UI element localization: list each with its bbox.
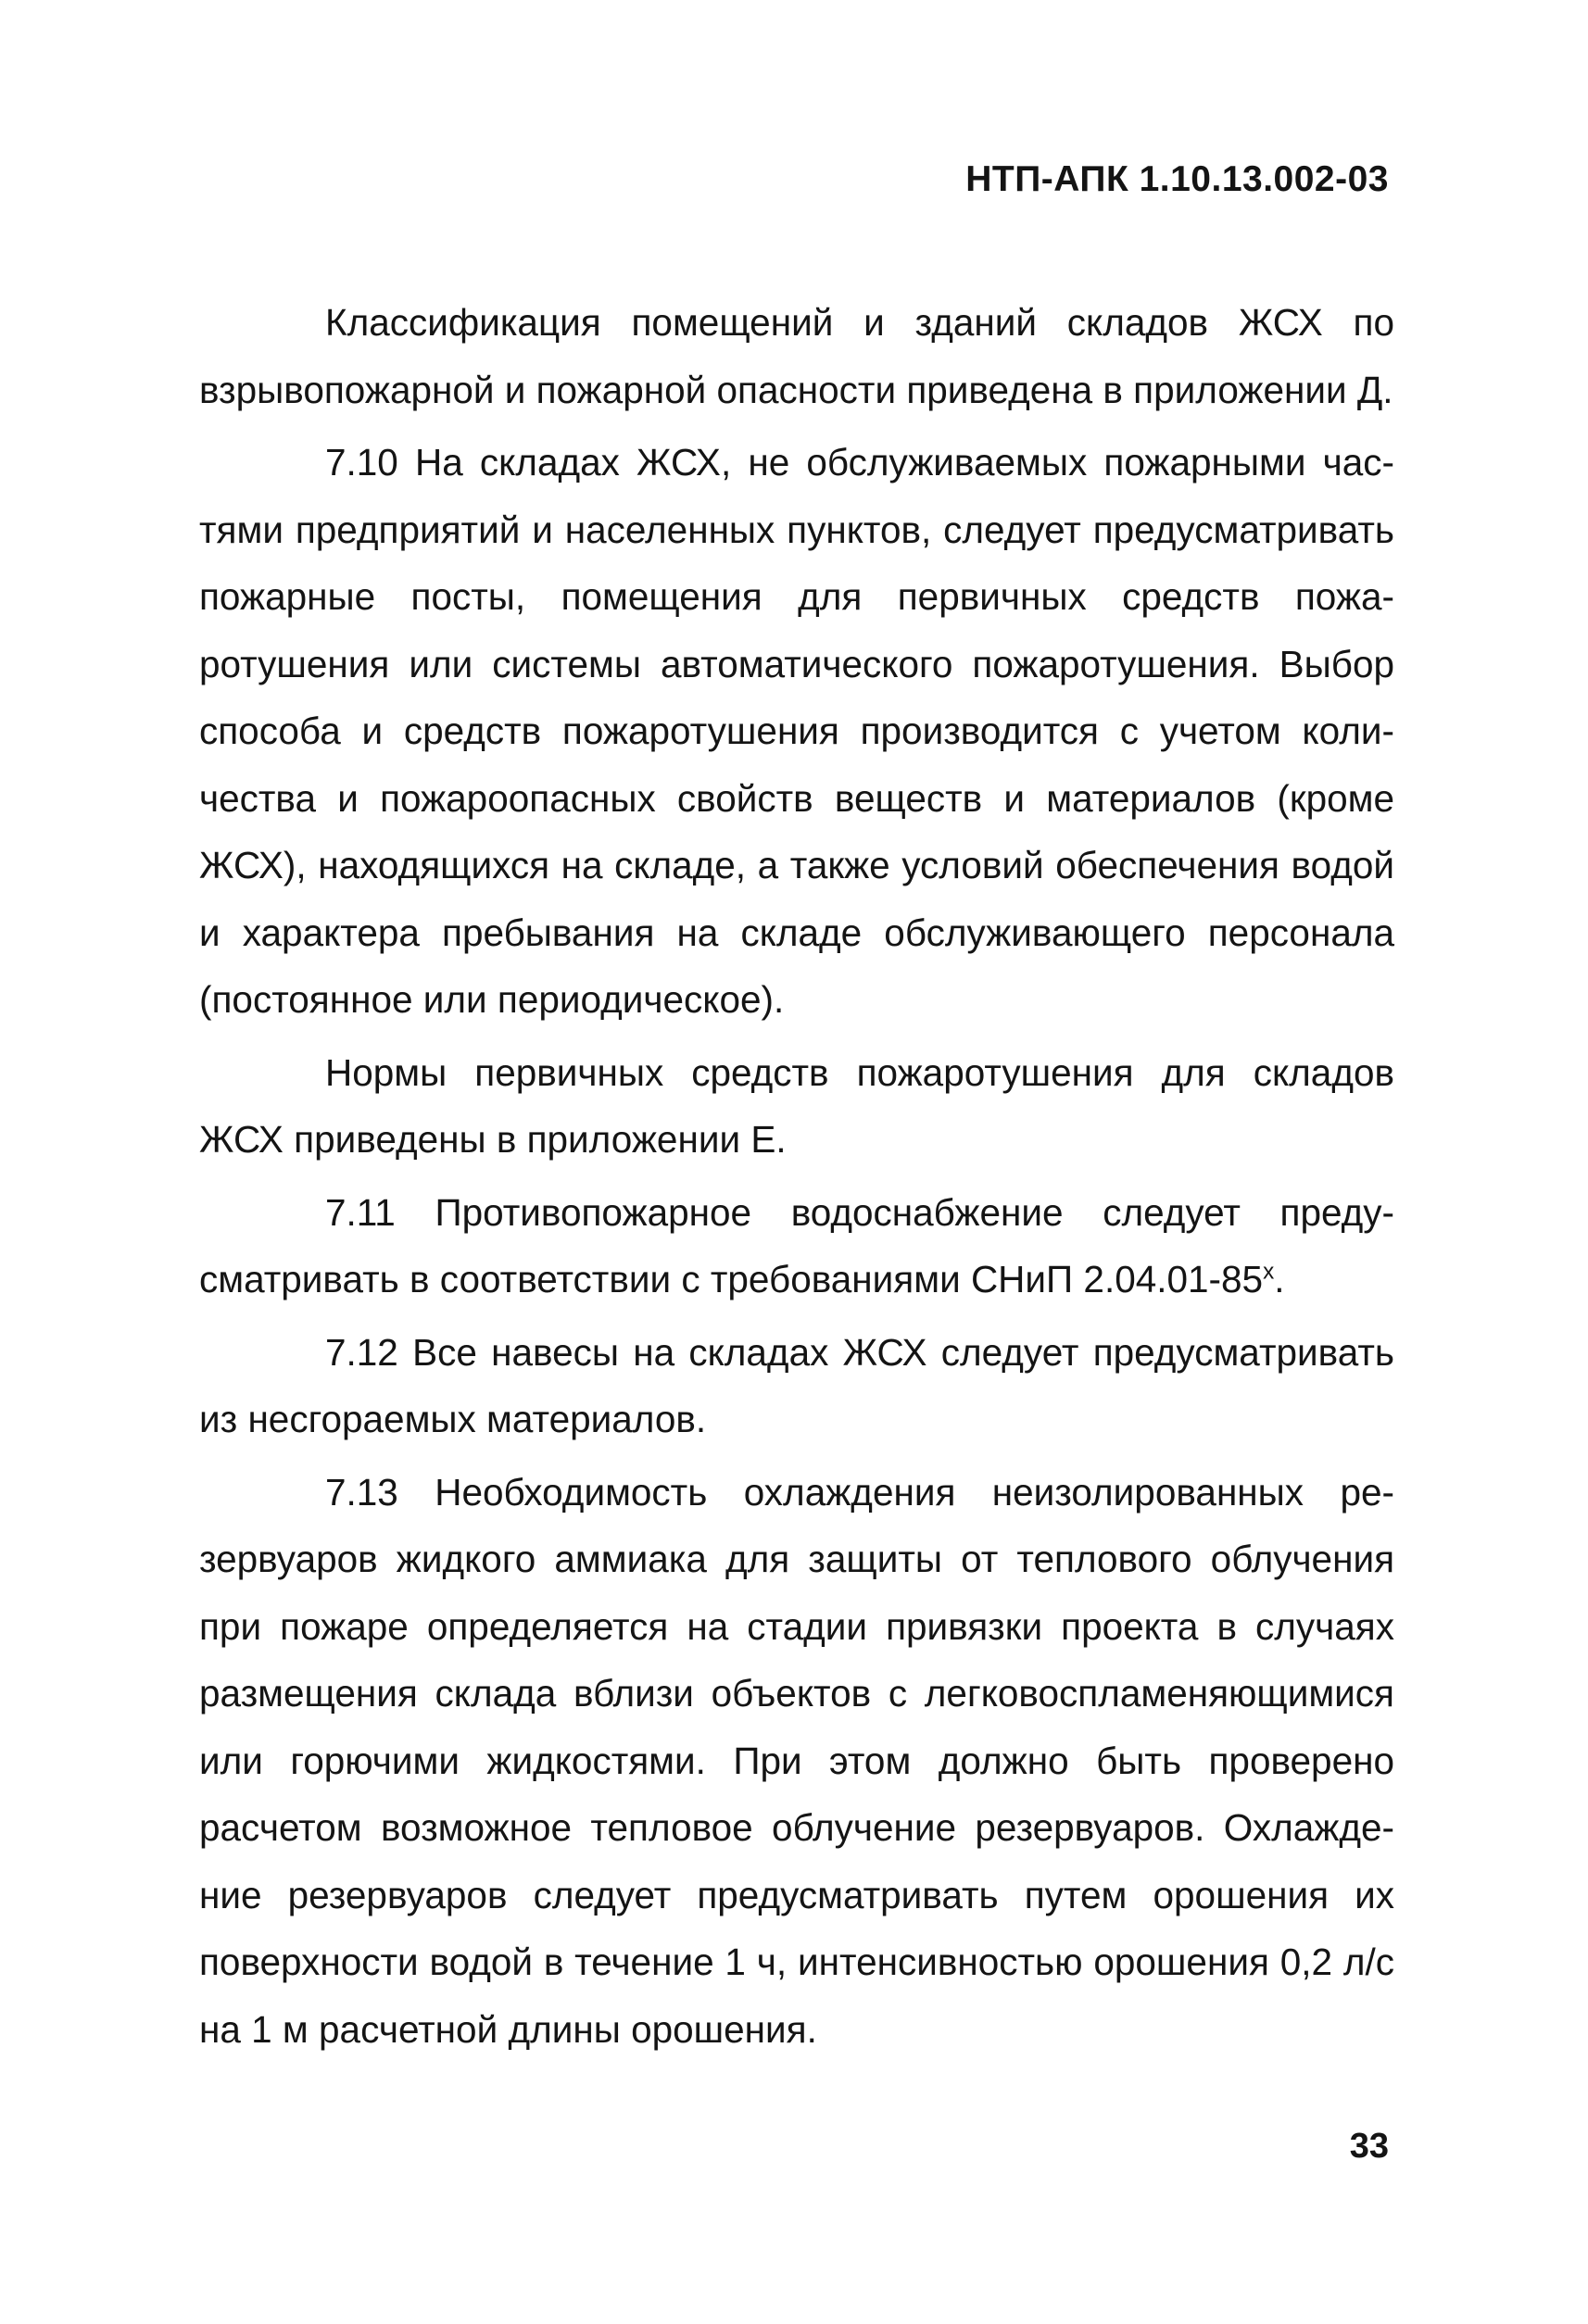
document-code-header: НТП-АПК 1.10.13.002-03 <box>965 159 1389 199</box>
paragraph-7-12: 7.12 Все навесы на складах ЖСХ следует предусматривать из несгораемых материалов. <box>199 1330 1394 1440</box>
paragraph-7-10: 7.10 На складах ЖСХ, не обслуживаемых пожарными частями предприятий и населенных пунктов, следует предусматривать пожарные посты, помещения для первичных средств пожаротушения или системы автоматического пожаротушения. Выбор способа и средств пожаротушения производится с учетом количества и пожароопасных свойств веществ и материалов (кроме ЖСХ), находящихся на складе, а также условий обеспечения водой и характера пребывания на складе обслуживающего персонала (постоянное или периодическое). <box>199 441 1394 1021</box>
paragraph-7-11 <box>199 1179 1394 1313</box>
paragraph-7-11-text: 7.11 Противопожарное водоснабжение следует предусматривать в соответствии с требованиями СНиП 2.04.01-85 <box>199 1190 1394 1300</box>
paragraph-7-11-superscript: х <box>1263 1259 1275 1285</box>
page-number: 33 <box>1349 2127 1389 2166</box>
paragraph-7-11-tail: . <box>1274 1258 1285 1300</box>
paragraph-classification: Классификация помещений и зданий складов ЖСХ по взрывопожарной и пожарной опасности приведена в приложении Д. <box>199 301 1394 411</box>
paragraph-norms: Нормы первичных средств пожаротушения для складов ЖСХ приведены в приложении Е. <box>199 1050 1394 1161</box>
document-body <box>199 289 1394 2063</box>
paragraph-7-13: 7.13 Необходимость охлаждения неизолированных резервуаров жидкого аммиака для защиты от теплового облучения при пожаре определяется на стадии привязки проекта в случаях размещения склада вблизи объектов с легковоспламеняющимися или горючими жидкостями. При этом должно быть проверено расчетом возможное тепловое облучение резервуаров. Охлаждение резервуаров следует предусматривать путем орошения их поверхности водой в течение 1 ч, интенсивностью орошения 0,2 л/с на 1 м расчетной длины орошения. <box>199 1470 1394 2051</box>
